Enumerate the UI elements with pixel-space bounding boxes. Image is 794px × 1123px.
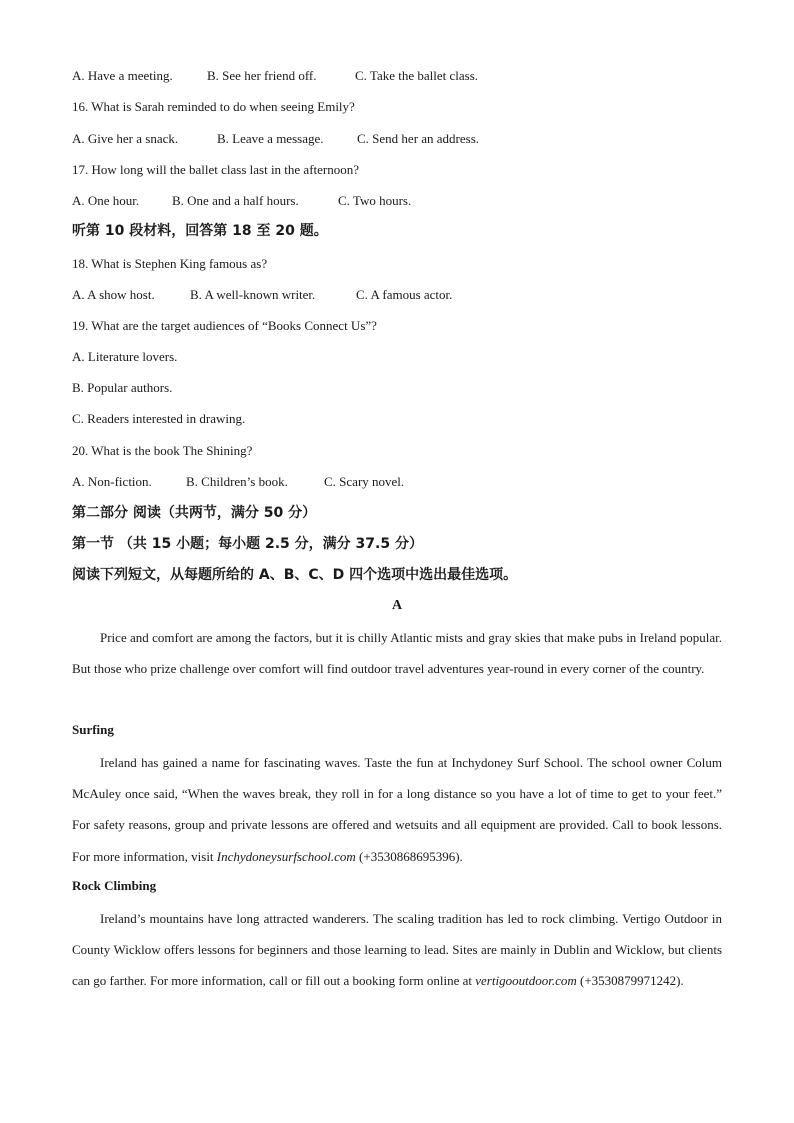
surfing-phone: (+3530868695396). [355,848,463,864]
q17-question: 17. How long will the ballet class last in the afternoon? [72,162,360,177]
q17-option-a: A. One hour. [72,193,140,208]
q20-option-c: C. Scary novel. [324,474,405,489]
q18-question: 18. What is Stephen King famous as? [72,256,268,271]
q18-option-c: C. A famous actor. [356,287,453,302]
q20-option-b: B. Children’s book. [186,474,288,489]
q15-option-c: C. Take the ballet class. [355,68,479,83]
surfing-website: Inchydoneysurfschool.com [216,848,356,864]
intro-paragraph: Price and comfort are among the factors, but it is chilly Atlantic mists and gray skies that make pubs in Ireland popular. But those who prize challenge over comfort will find outdoor travel adventures year-round in every corner of the country. [72,630,722,677]
surfing-text: Ireland has gained a name for fascinating waves. Taste the fun at Inchydoney Surf School. The school owner Colum McAuley once said, “When the waves break, they roll in for a long distance so you have a lot of time to get to your feet.” For safety reasons, group and private lessons are offered and wetsuits and all equipment are provided. Call to book lessons. For more information, visit [72,755,722,864]
q19-option-b: B. Popular authors. [72,380,173,395]
q16-option-b: B. Leave a message. [217,131,324,146]
rock-climbing-heading: Rock Climbing [72,878,157,893]
rock-climbing-text: Ireland’s mountains have long attracted wanderers. The scaling tradition has led to rock climbing. Vertigo Outdoor in County Wicklow offers lessons for beginners and those learning to lead. Sites are mainly in Dublin and Wicklow, but clients can go farther. For more information, call or fill out a booking form online at [72,911,722,989]
q18-option-a: A. A show host. [72,287,155,302]
section10-heading: 听第 10 段材料，回答第 18 至 20 题。 [72,223,328,239]
q15-option-b: B. See her friend off. [207,68,317,83]
q16-option-a: A. Give her a snack. [72,131,179,146]
surfing-heading: Surfing [72,722,114,737]
q16-option-c: C. Send her an address. [357,131,480,146]
q20-question: 20. What is the book The Shining? [72,443,253,458]
q16-question: 16. What is Sarah reminded to do when seeing Emily? [72,99,355,114]
part2-heading: 第二部分 阅读（共两节，满分 50 分） [72,505,317,521]
q18-option-b: B. A well-known writer. [190,287,316,302]
q20-option-a: A. Non-fiction. [72,474,152,489]
passage-label: A [391,598,403,613]
q19-option-c: C. Readers interested in drawing. [72,411,246,426]
reading-instruction: 阅读下列短文，从每题所给的 A、B、C、D 四个选项中选出最佳选项。 [72,567,518,583]
q15-option-a: A. Have a meeting. [72,68,173,83]
q17-option-b: B. One and a half hours. [172,193,299,208]
rock-climbing-paragraph [72,903,722,997]
rock-climbing-phone: (+3530879971242). [576,973,684,989]
q19-question: 19. What are the target audiences of “Books Connect Us”? [72,318,377,333]
q19-option-a: A. Literature lovers. [72,349,178,364]
section1-heading: 第一节 （共 15 小题；每小题 2.5 分，满分 37.5 分） [72,536,423,552]
q17-option-c: C. Two hours. [338,193,412,208]
rock-climbing-website: vertigooutdoor.com [475,973,577,989]
surfing-paragraph [72,747,722,872]
